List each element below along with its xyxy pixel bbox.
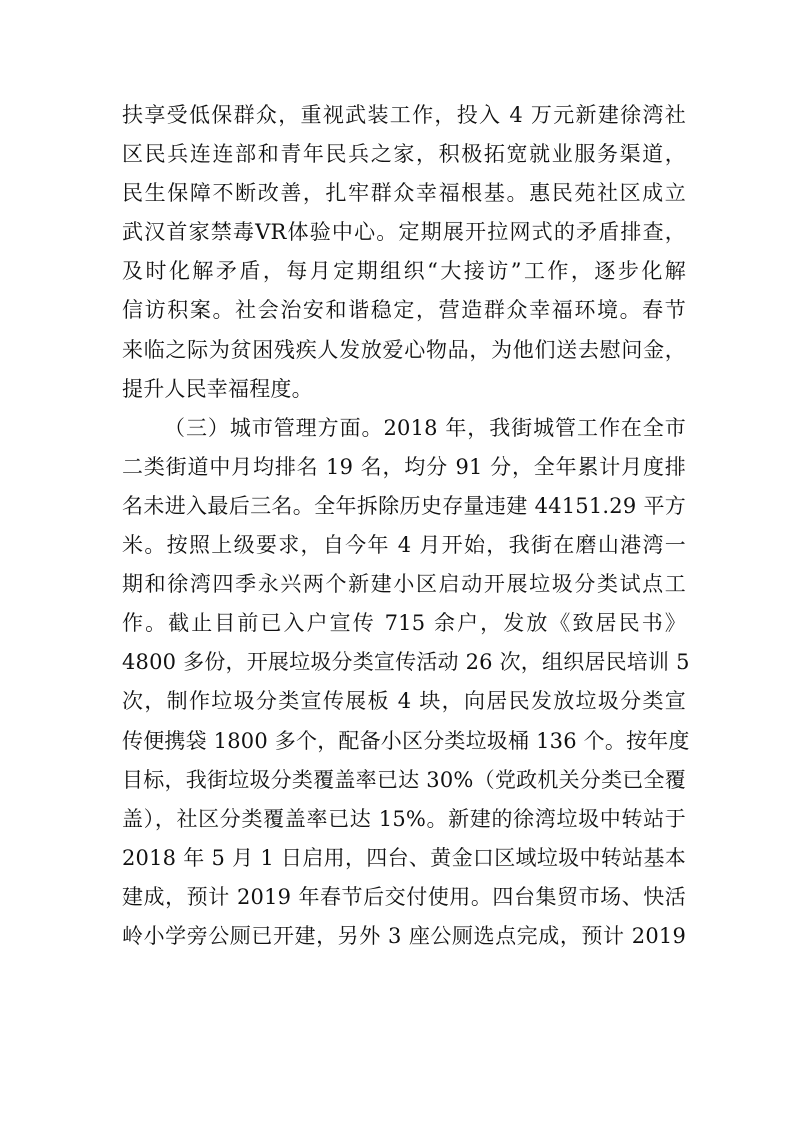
text-line: 盖），社区分类覆盖率已达 15%。新建的徐湾垃圾中转站于 [122,806,686,831]
text-line: 民生保障不断改善，扎牢群众幸福根基。惠民苑社区成立 [122,181,686,206]
text-line: 2018 年 5 月 1 日启用，四台、黄金口区域垃圾中转站基本 [122,845,686,870]
text-line: 来临之际为贫困残疾人发放爱心物品，为他们送去慰问金， [122,337,686,362]
text-line: 作。截止目前已入户宣传 715 余户，发放《致居民书》 [122,611,686,636]
text-line: 武汉首家禁毒VR体验中心。定期展开拉网式的矛盾排查， [122,220,686,245]
text-line: 建成，预计 2019 年春节后交付使用。四台集贸市场、快活 [122,884,686,909]
text-line: 及时化解矛盾，每月定期组织“大接访”工作，逐步化解 [122,259,686,284]
text-line: 二类街道中月均排名 19 名，均分 91 分，全年累计月度排 [122,454,686,479]
text-line: 4800 多份，开展垃圾分类宣传活动 26 次，组织居民培训 5 [122,650,690,675]
text-line: 目标，我街垃圾分类覆盖率已达 30%（党政机关分类已全覆 [122,767,686,792]
text-line: 次，制作垃圾分类宣传展板 4 块，向居民发放垃圾分类宣 [122,689,686,714]
text-line: 提升人民幸福程度。 [122,376,313,401]
text-line: 米。按照上级要求，自今年 4 月开始，我街在磨山港湾一 [122,533,686,558]
text-line: 传便携袋 1800 多个，配备小区分类垃圾桶 136 个。按年度 [122,728,690,753]
text-line: 岭小学旁公厕已开建，另外 3 座公厕选点完成，预计 2019 [122,923,686,948]
text-line: 信访积案。社会治安和谐稳定，营造群众幸福环境。春节 [122,298,686,323]
text-line: 期和徐湾四季永兴两个新建小区启动开展垃圾分类试点工 [122,572,686,597]
text-line: 区民兵连连部和青年民兵之家，积极拓宽就业服务渠道， [122,142,686,167]
body-text [122,96,690,956]
text-line: 扶享受低保群众，重视武装工作，投入 4 万元新建徐湾社 [122,103,686,127]
section-heading-line: （三）城市管理方面。2018 年，我街城管工作在全市 [164,415,686,440]
text-line: 名未进入最后三名。全年拆除历史存量违建 44151.29 平方 [122,493,686,518]
